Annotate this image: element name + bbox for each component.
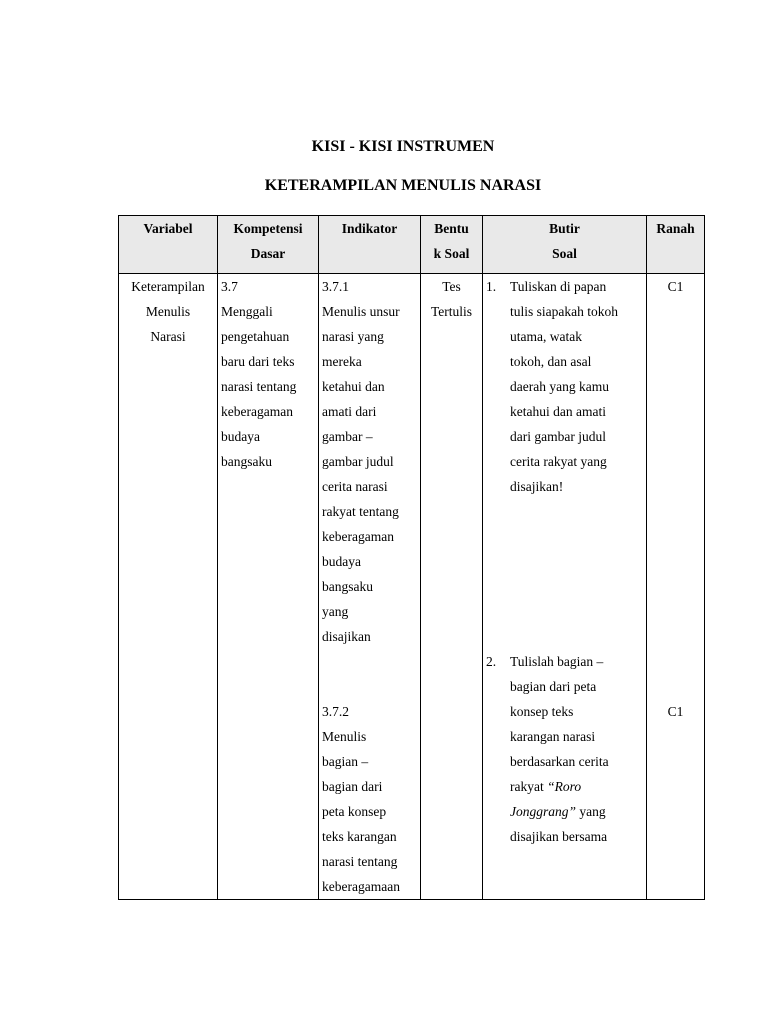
document-title: KISI - KISI INSTRUMEN — [311, 138, 495, 155]
table-row — [119, 274, 705, 900]
instrument-table — [118, 215, 705, 900]
indikator-1: 3.7.1 Menulis unsur narasi yang mereka ketahui dan amati dari gambar – gambar judul cerita narasi rakyat tentang keberagaman budaya bangsaku yang disajikan — [322, 279, 400, 644]
header-kompetensi-dasar: Kompetensi Dasar — [218, 216, 319, 274]
butir-soal-cell — [483, 274, 647, 900]
variabel-cell: Keterampilan Menulis Narasi — [119, 274, 218, 900]
indikator-2: 3.7.2 Menulis bagian – bagian dari peta konsep teks karangan narasi tentang keberagamaan — [322, 704, 400, 894]
header-bentuk-soal: Bentu k Soal — [421, 216, 483, 274]
header-ranah: Ranah — [647, 216, 705, 274]
bentuk-soal-cell: Tes Tertulis — [421, 274, 483, 900]
header-variabel: Variabel — [119, 216, 218, 274]
header-butir-soal: Butir Soal — [483, 216, 647, 274]
table-header-row — [119, 216, 705, 274]
kompetensi-cell: 3.7 Menggali pengetahuan baru dari teks narasi tentang keberagaman budaya bangsaku — [218, 274, 319, 900]
ranah-cell: C1 C1 — [647, 274, 705, 900]
header-indikator: Indikator — [319, 216, 421, 274]
soal-2: 2. Tulislah bagian – bagian dari peta konsep teks karangan narasi berdasarkan cerita rakyat “Roro Jonggrang” yang disajikan bersama — [486, 654, 609, 844]
document-subtitle: KETERAMPILAN MENULIS NARASI — [264, 177, 542, 194]
indikator-cell — [319, 274, 421, 900]
soal-1: 1. Tuliskan di papan tulis siapakah tokoh utama, watak tokoh, dan asal daerah yang kamu ketahui dan amati dari gambar judul cerita rakyat yang disajikan! — [486, 279, 618, 494]
